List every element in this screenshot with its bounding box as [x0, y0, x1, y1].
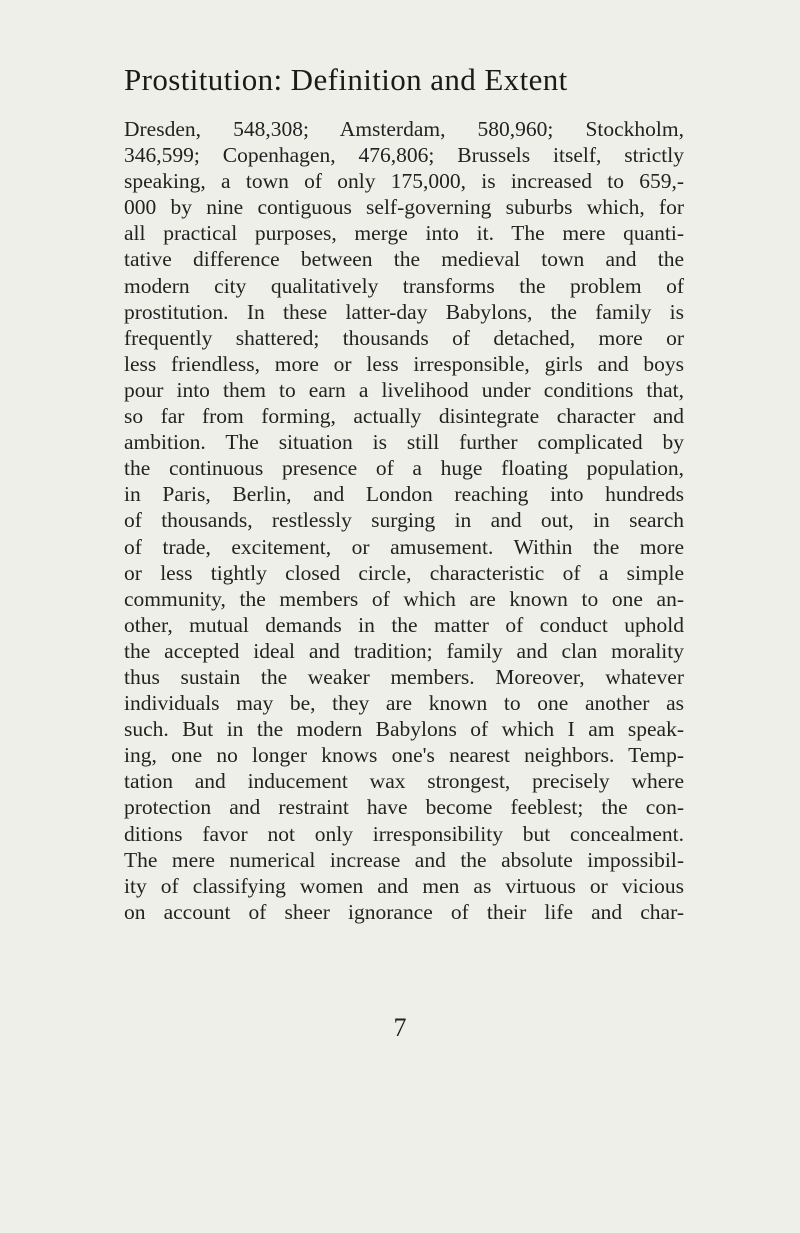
running-head: Prostitution: Definition and Extent	[124, 62, 568, 97]
text-line: protection and restraint have become feeblest; the con-	[124, 795, 684, 820]
text-line: so far from forming, actually disintegrate character and	[124, 404, 684, 429]
text-line: in Paris, Berlin, and London reaching into hundreds	[124, 482, 684, 507]
text-line: ambition. The situation is still further complicated by	[124, 430, 684, 455]
text-line: of thousands, restlessly surging in and out, in search	[124, 508, 684, 533]
page-number: 7	[393, 1013, 407, 1042]
text-line: 000 by nine contiguous self-governing suburbs which, for	[124, 195, 684, 220]
text-line: on account of sheer ignorance of their life and char-	[124, 899, 684, 924]
text-line: or less tightly closed circle, characteristic of a simple	[124, 560, 684, 585]
text-line: ity of classifying women and men as virtuous or vicious	[124, 873, 684, 898]
text-line: all practical purposes, merge into it. The mere quanti-	[124, 221, 684, 246]
text-line: 346,599; Copenhagen, 476,806; Brussels itself, strictly	[124, 143, 684, 168]
text-line: ing, one no longer knows one's nearest neighbors. Temp-	[124, 743, 684, 768]
text-line: community, the members of which are known to one an-	[124, 586, 684, 611]
text-line: prostitution. In these latter-day Babylons, the family is	[124, 299, 684, 324]
text-line: thus sustain the weaker members. Moreover, whatever	[124, 664, 684, 689]
text-line: The mere numerical increase and the absolute impossibil-	[124, 847, 684, 872]
text-line: of trade, excitement, or amusement. Within the more	[124, 534, 684, 559]
text-line: the accepted ideal and tradition; family and clan morality	[124, 638, 684, 663]
text-line: ditions favor not only irresponsibility but concealment.	[124, 821, 684, 846]
text-line: such. But in the modern Babylons of which I am speak-	[124, 717, 684, 742]
text-line: tative difference between the medieval town and the	[124, 247, 684, 272]
text-line: speaking, a town of only 175,000, is increased to 659,-	[124, 169, 684, 194]
text-line: other, mutual demands in the matter of conduct uphold	[124, 612, 684, 637]
body-text	[124, 116, 684, 925]
text-line: pour into them to earn a livelihood under conditions that,	[124, 377, 684, 402]
text-line: less friendless, more or less irresponsible, girls and boys	[124, 351, 684, 376]
text-line: frequently shattered; thousands of detached, more or	[124, 325, 684, 350]
text-line: Dresden, 548,308; Amsterdam, 580,960; Stockholm,	[124, 117, 684, 141]
text-line: individuals may be, they are known to one another as	[124, 691, 684, 716]
text-line: the continuous presence of a huge floating population,	[124, 456, 684, 481]
text-line: tation and inducement wax strongest, precisely where	[124, 769, 684, 794]
text-line: modern city qualitatively transforms the problem of	[124, 273, 684, 298]
